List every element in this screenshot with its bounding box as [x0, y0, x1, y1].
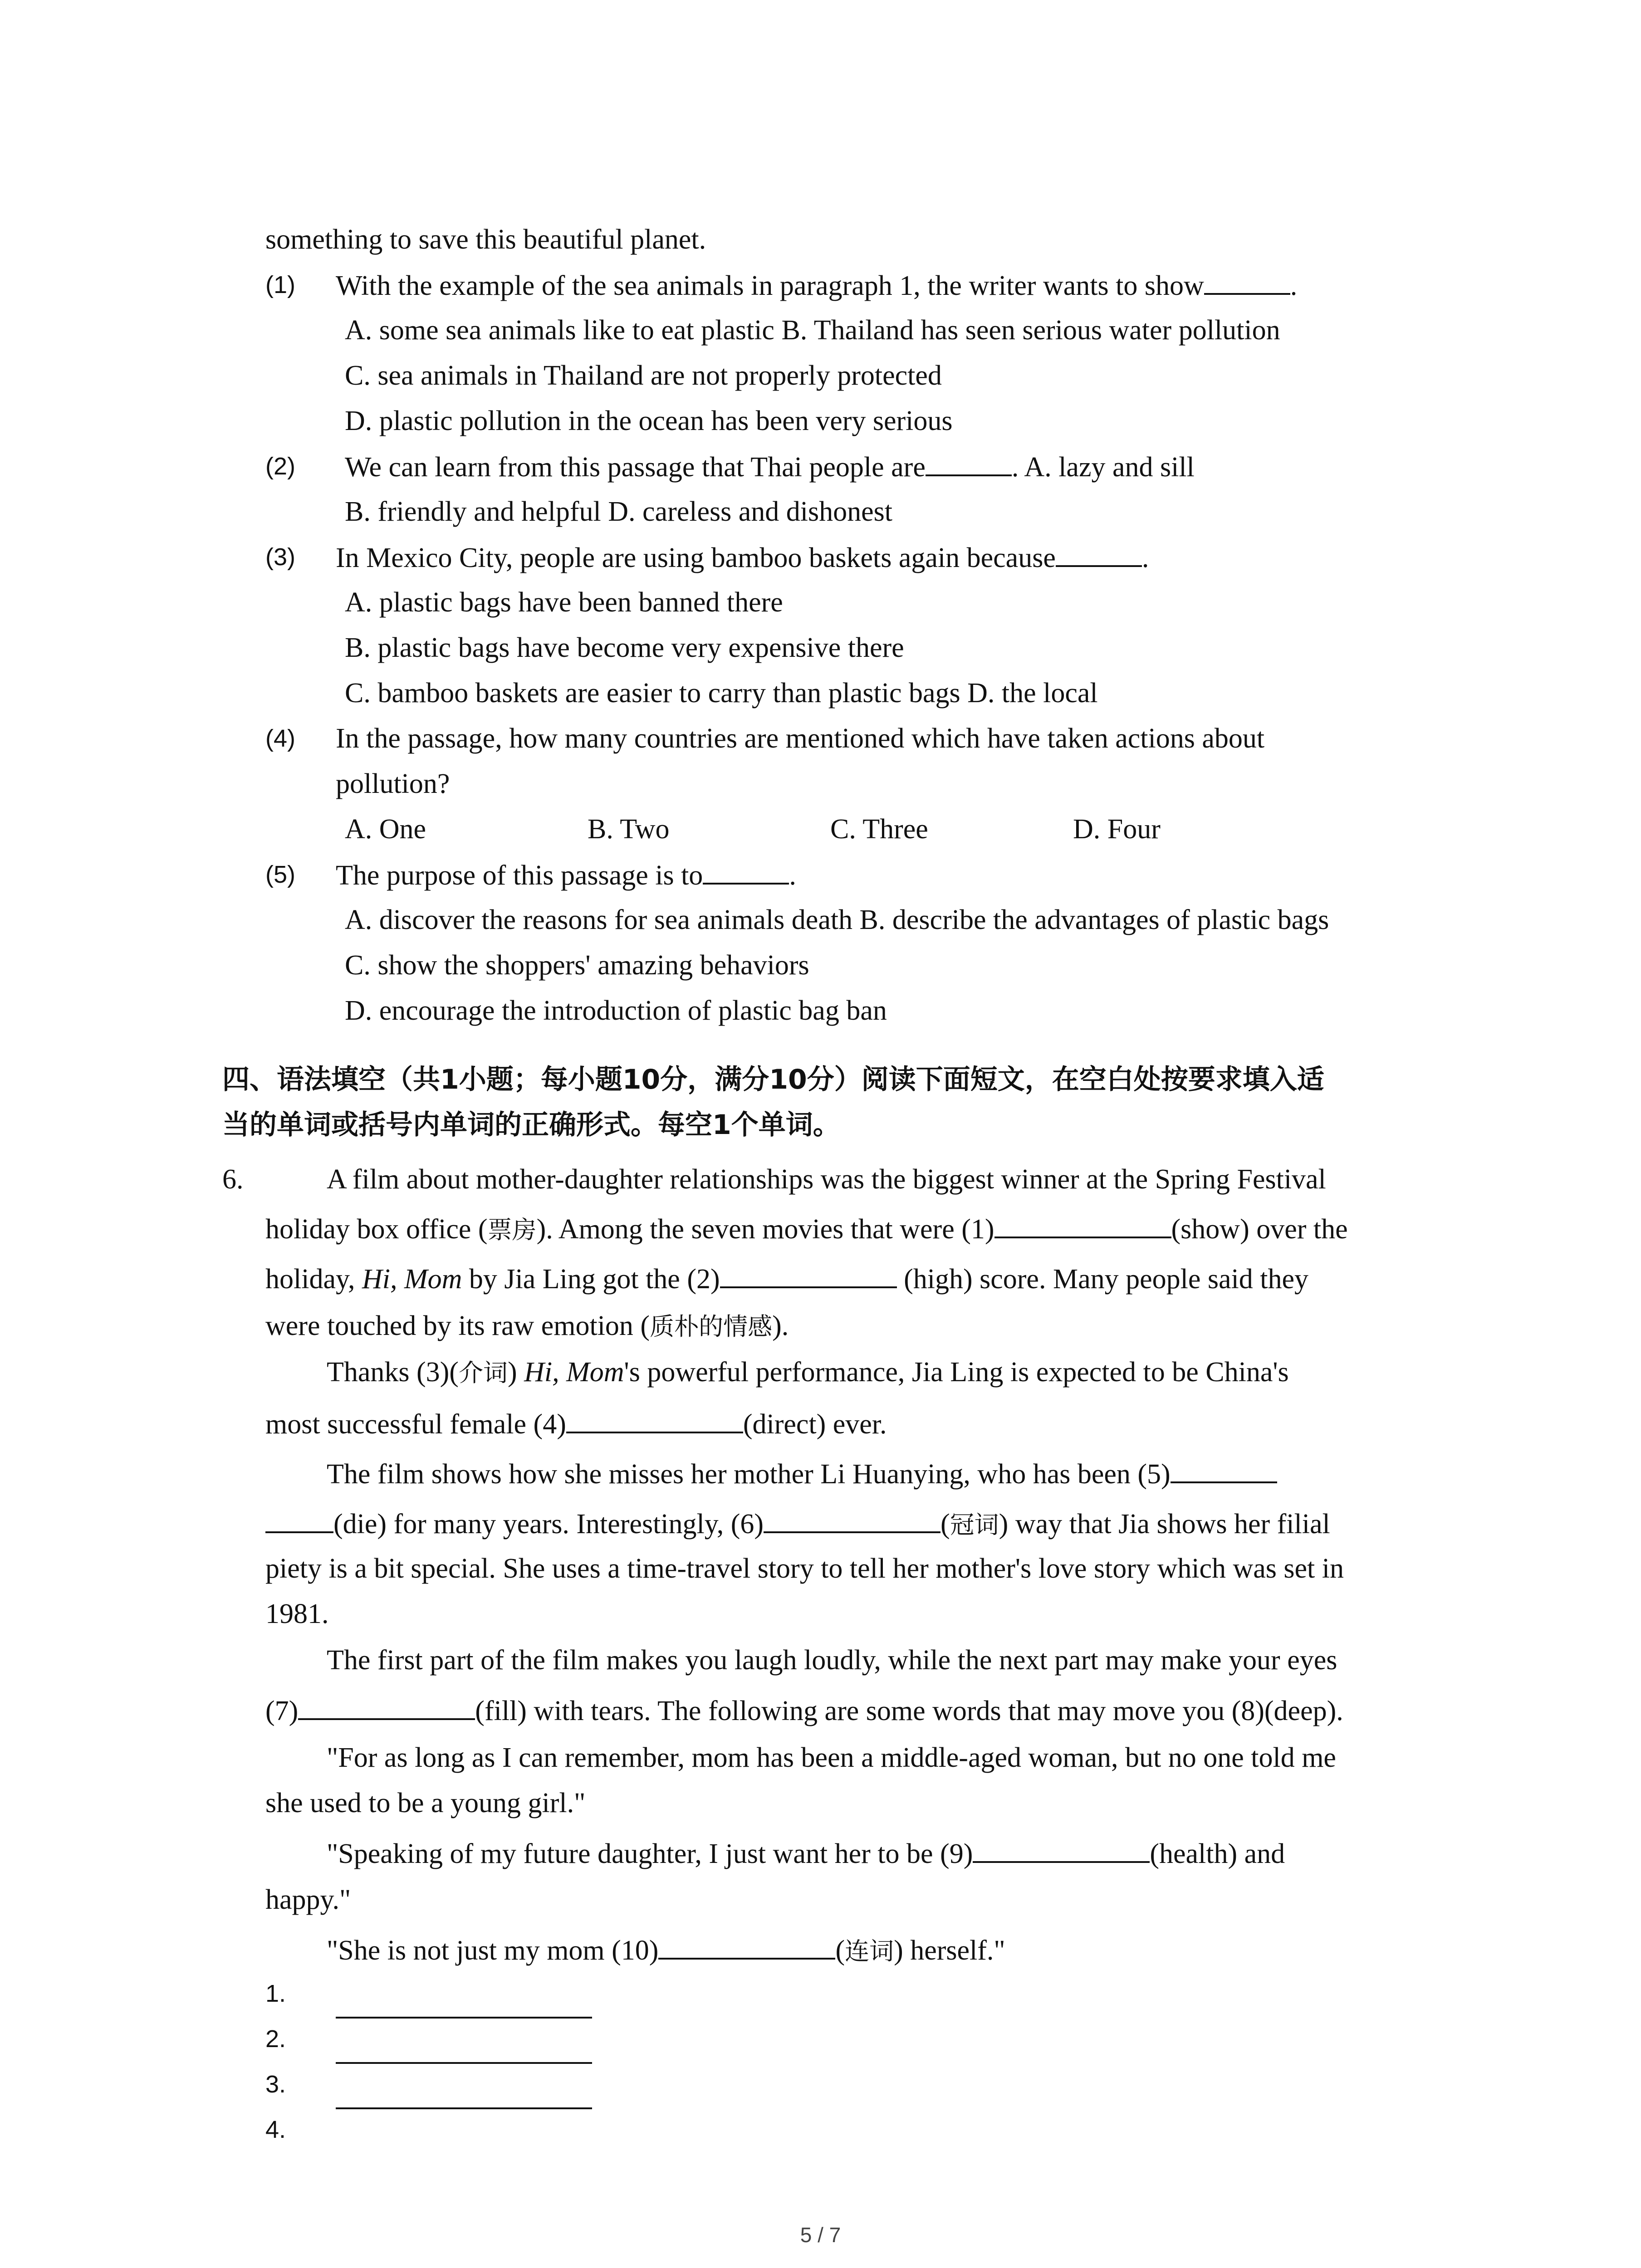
passage-line [265, 1405, 887, 1442]
option-line: B. plastic bags have become very expensive there [345, 632, 904, 663]
option-line: C. show the shoppers' amazing behaviors [345, 950, 809, 981]
passage-line [327, 1931, 1005, 1970]
section-heading: 四、语法填空（共1小题；每小题10分，满分10分）阅读下面短文，在空白处按要求填入适 [222, 1064, 1324, 1095]
question-number: (4) [265, 725, 295, 752]
option-line: D. encourage the introduction of plastic bag ban [345, 995, 887, 1026]
option-line: A. plastic bags have been banned there [345, 587, 783, 618]
answer-blank [1056, 539, 1142, 567]
option-line: D. plastic pollution in the ocean has been very serious [345, 406, 953, 436]
passage-text: (direct) ever. [743, 1409, 887, 1440]
option-c: C. Three [830, 814, 928, 845]
film-title: Hi, Mom [362, 1264, 462, 1295]
chinese-gloss: 介词 [458, 1359, 508, 1387]
stem-end: . A. lazy and sill [1011, 452, 1195, 483]
film-title: Hi, Mom [524, 1357, 624, 1388]
chinese-gloss: 票房 [487, 1216, 537, 1244]
stem-text: With the example of the sea animals in paragraph 1, the writer wants to show [336, 270, 1204, 301]
passage-text: ). Among the seven movies that were (1) [536, 1214, 994, 1245]
passage-text: Thanks (3)( [327, 1357, 459, 1388]
answer-blank-continued [265, 1505, 333, 1533]
question-stem [336, 856, 796, 894]
passage-text: ) herself." [894, 1935, 1005, 1966]
passage-line: A film about mother-daughter relationships was the biggest winner at the Spring Festival [327, 1164, 1326, 1195]
passage-text: (fill) with tears. The following are some words that may move you (8)(deep). [475, 1696, 1343, 1726]
stem-end: . [1290, 270, 1298, 301]
passage-line [265, 1260, 1308, 1297]
passage-text: (die) for many years. Interestingly, (6) [333, 1509, 764, 1540]
stem-text: In Mexico City, people are using bamboo baskets again because [336, 543, 1056, 573]
question-stem [336, 539, 1149, 576]
section-heading-continued: 当的单词或括号内单词的正确形式。每空1个单词。 [222, 1109, 840, 1141]
passage-text: "Speaking of my future daughter, I just want her to be (9) [327, 1838, 973, 1869]
answer-label: 1. [265, 1980, 286, 2007]
passage-line [327, 1835, 1285, 1872]
question-number: (5) [265, 861, 295, 888]
answer-label: 4. [265, 2116, 286, 2143]
passage-text: (7) [265, 1696, 299, 1726]
option-a: A. One [345, 814, 426, 845]
question-number: (1) [265, 271, 295, 298]
passage-line: she used to be a young girl." [265, 1788, 586, 1818]
answer-blank [703, 856, 789, 885]
answer-blank [566, 1405, 743, 1433]
answer-blank [973, 1835, 1150, 1863]
option-line: A. discover the reasons for sea animals death B. describe the advantages of plastic bags [345, 904, 1329, 935]
answer-blank [926, 448, 1012, 476]
question-number: 6. [222, 1164, 244, 1195]
answer-blank [994, 1210, 1171, 1238]
answer-blank [764, 1505, 941, 1533]
passage-text: 's powerful performance, Jia Ling is expected to be China's [624, 1357, 1289, 1388]
answer-blank [720, 1260, 897, 1288]
stem-end: . [789, 860, 796, 891]
chinese-gloss: 质朴的情感 [650, 1312, 773, 1341]
option-b: B. Two [588, 814, 670, 845]
passage-text: holiday, [265, 1264, 362, 1295]
passage-line [265, 1308, 789, 1345]
passage-text: by Jia Ling got the (2) [462, 1264, 720, 1295]
passage-text: ). [772, 1310, 789, 1341]
answer-line[interactable] [336, 2016, 592, 2019]
passage-line: The first part of the film makes you laugh loudly, while the next part may make your eyes [327, 1645, 1337, 1676]
passage-line: happy." [265, 1884, 351, 1915]
option-line: C. bamboo baskets are easier to carry than plastic bags D. the local [345, 678, 1098, 709]
passage-line [327, 1455, 1277, 1492]
answer-blank [1171, 1455, 1277, 1483]
passage-text: "She is not just my mom (10) [327, 1935, 659, 1966]
passage-text: ) [507, 1357, 524, 1388]
option-d: D. Four [1073, 814, 1161, 845]
question-stem [336, 267, 1297, 304]
question-stem [345, 448, 1195, 485]
passage-text: ( [835, 1935, 845, 1966]
answer-label: 3. [265, 2071, 286, 2098]
stem-text: The purpose of this passage is to [336, 860, 703, 891]
stem-end: . [1141, 543, 1149, 573]
passage-line [265, 1692, 1343, 1729]
answer-line[interactable] [336, 2062, 592, 2064]
passage-text: (health) and [1150, 1838, 1285, 1869]
option-line: B. friendly and helpful D. careless and dishonest [345, 496, 892, 527]
passage-line: piety is a bit special. She uses a time-travel story to tell her mother's love story which was set in [265, 1553, 1344, 1584]
passage-text: (show) over the [1171, 1214, 1348, 1245]
passage-line: "For as long as I can remember, mom has been a middle-aged woman, but no one told me [327, 1742, 1336, 1773]
passage-line [265, 1505, 1330, 1543]
passage-text: ( [941, 1509, 950, 1540]
answer-blank [1204, 267, 1290, 295]
answer-blank [298, 1692, 475, 1720]
answer-label: 2. [265, 2025, 286, 2053]
passage-text: (high) score. Many people said they [896, 1264, 1308, 1295]
chinese-gloss: 连词 [845, 1937, 894, 1965]
passage-line [327, 1354, 1289, 1391]
stem-text: We can learn from this passage that Thai people are [345, 452, 926, 483]
question-number: (2) [265, 453, 295, 480]
passage-text: ) way that Jia shows her filial [999, 1509, 1330, 1540]
option-line: A. some sea animals like to eat plastic B. Thailand has seen serious water pollution [345, 315, 1280, 346]
question-stem: In the passage, how many countries are mentioned which have taken actions about [336, 723, 1265, 754]
passage-text: most successful female (4) [265, 1409, 566, 1440]
passage-text: holiday box office ( [265, 1214, 488, 1245]
question-number: (3) [265, 543, 295, 571]
passage-text: were touched by its raw emotion ( [265, 1310, 650, 1341]
passage-line: 1981. [265, 1598, 329, 1629]
answer-line[interactable] [336, 2107, 592, 2109]
question-stem-continued: pollution? [336, 768, 450, 799]
intro-line: something to save this beautiful planet. [265, 224, 706, 255]
answer-blank [658, 1931, 835, 1960]
chinese-gloss: 冠词 [950, 1510, 999, 1539]
passage-line [265, 1210, 1348, 1248]
passage-text: The film shows how she misses her mother Li Huanying, who has been (5) [327, 1459, 1171, 1490]
page-number: 5 / 7 [800, 2223, 841, 2247]
option-line: C. sea animals in Thailand are not properly protected [345, 360, 942, 391]
